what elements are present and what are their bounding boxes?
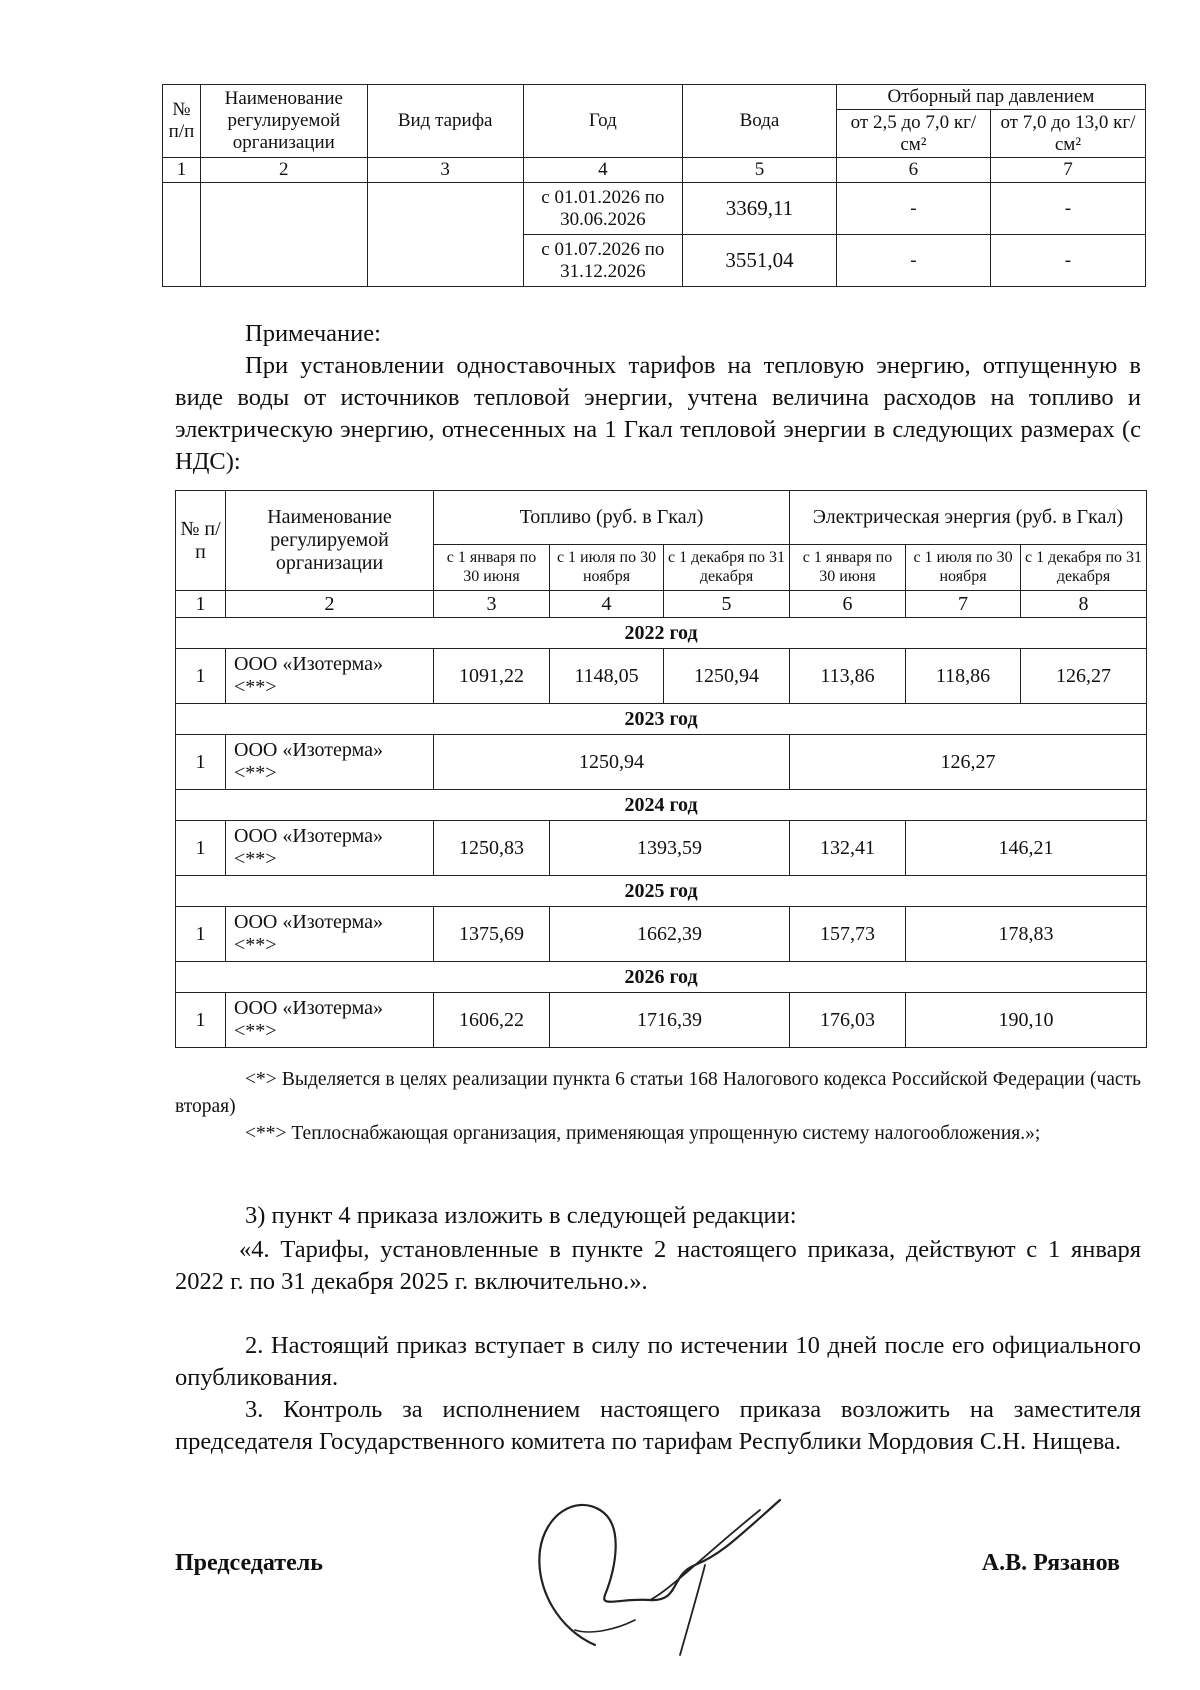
empty-cell: [200, 183, 367, 287]
table-row: [176, 907, 1147, 962]
org-name: ООО «Изотерма» <**>: [226, 735, 434, 790]
year-header: 2023 год: [176, 704, 1147, 735]
signature-mark: [520, 1480, 810, 1660]
col-number: 1: [176, 591, 226, 618]
elec-value: 157,73: [790, 907, 906, 962]
col-head-steam-a: от 2,5 до 7,0 кг/см²: [836, 110, 990, 158]
fuel-value: 1250,94: [434, 735, 790, 790]
signer-name: А.В. Рязанов: [981, 1550, 1120, 1576]
org-name: ООО «Изотерма» <**>: [226, 821, 434, 876]
fuel-electricity-table: [175, 490, 1147, 1048]
col-number: 6: [790, 591, 906, 618]
period-cell: с 01.01.2026 по 30.06.2026: [523, 183, 682, 235]
col-head-steam-b: от 7,0 до 13,0 кг/см²: [990, 110, 1145, 158]
clause-3: 3. Контроль за исполнением настоящего приказа возложить на заместителя председателя Государственного комитета по тарифам Республики Мордовия С.Н. Нищева.: [175, 1396, 1141, 1455]
col-head-year: Год: [523, 85, 682, 158]
item-3-quote: «4. Тарифы, установленные в пункте 2 настоящего приказа, действуют с 1 января 2022 г. по 31 декабря 2025 г. включительно.».: [175, 1236, 1141, 1295]
col-head-fuel: Топливо (руб. в Гкал): [434, 491, 790, 545]
table-row: [176, 735, 1147, 790]
col-head-period: с 1 января по 30 июня: [434, 545, 550, 591]
row-number: 1: [176, 993, 226, 1048]
note-text: При установлении одноставочных тарифов на тепловую энергию, отпущенную в виде воды от источников тепловой энергии, учтена величина расходов на топливо и электрическую энергию, отнесенных на 1 Гкал тепловой энергии в следующих размерах (с НДС):: [175, 352, 1141, 475]
col-head-period: с 1 января по 30 июня: [790, 545, 906, 591]
row-number: 1: [176, 907, 226, 962]
table-row: [176, 649, 1147, 704]
item-3-line: 3) пункт 4 приказа изложить в следующей редакции:: [245, 1202, 797, 1229]
elec-value: 178,83: [906, 907, 1147, 962]
fuel-value: 1250,94: [664, 649, 790, 704]
fuel-value: 1393,59: [550, 821, 790, 876]
elec-value: 118,86: [906, 649, 1021, 704]
year-header: 2022 год: [176, 618, 1147, 649]
col-head-period: с 1 июля по 30 ноября: [906, 545, 1021, 591]
steam-a-value: -: [836, 183, 990, 235]
water-value: 3551,04: [682, 235, 836, 287]
col-number: 5: [682, 158, 836, 183]
col-head-electric: Электрическая энергия (руб. в Гкал): [790, 491, 1147, 545]
empty-cell: [367, 183, 523, 287]
fuel-value: 1148,05: [550, 649, 664, 704]
col-head-period: с 1 декабря по 31 декабря: [664, 545, 790, 591]
fuel-value: 1375,69: [434, 907, 550, 962]
period-cell: с 01.07.2026 по 31.12.2026: [523, 235, 682, 287]
elec-value: 146,21: [906, 821, 1147, 876]
fuel-value: 1662,39: [550, 907, 790, 962]
col-number: 8: [1021, 591, 1147, 618]
fuel-value: 1091,22: [434, 649, 550, 704]
table-row: [163, 183, 1146, 235]
col-head-steam: Отборный пар давлением: [836, 85, 1145, 110]
clause-2: 2. Настоящий приказ вступает в силу по истечении 10 дней после его официального опубликования.: [175, 1332, 1141, 1391]
table-row: [176, 821, 1147, 876]
signer-position: Председатель: [175, 1550, 323, 1576]
table-row: [176, 993, 1147, 1048]
row-number: 1: [176, 735, 226, 790]
year-header: 2024 год: [176, 790, 1147, 821]
fuel-value: 1716,39: [550, 993, 790, 1048]
col-head-num: № п/п: [176, 491, 226, 591]
steam-b-value: -: [990, 183, 1145, 235]
elec-value: 113,86: [790, 649, 906, 704]
steam-a-value: -: [836, 235, 990, 287]
col-number: 1: [163, 158, 201, 183]
org-name: ООО «Изотерма» <**>: [226, 907, 434, 962]
col-head-org: Наименование регулируемой организации: [226, 491, 434, 591]
empty-cell: [163, 183, 201, 287]
col-number: 4: [523, 158, 682, 183]
steam-b-value: -: [990, 235, 1145, 287]
col-head-water: Вода: [682, 85, 836, 158]
col-number: 7: [906, 591, 1021, 618]
col-head-period: с 1 декабря по 31 декабря: [1021, 545, 1147, 591]
row-number: 1: [176, 649, 226, 704]
note-title: Примечание:: [245, 320, 381, 347]
col-head-num: № п/п: [163, 85, 201, 158]
col-head-period: с 1 июля по 30 ноября: [550, 545, 664, 591]
elec-value: 126,27: [790, 735, 1147, 790]
col-number: 3: [434, 591, 550, 618]
fuel-value: 1606,22: [434, 993, 550, 1048]
water-tariff-table: [162, 84, 1146, 287]
elec-value: 132,41: [790, 821, 906, 876]
col-number: 2: [200, 158, 367, 183]
footnote-1: <*> Выделяется в целях реализации пункта 6 статьи 168 Налогового кодекса Российской Федерации (часть вторая): [175, 1069, 1141, 1117]
year-header: 2026 год: [176, 962, 1147, 993]
footnote-2: <**> Теплоснабжающая организация, применяющая упрощенную систему налогообложения.»;: [245, 1123, 1041, 1144]
org-name: ООО «Изотерма» <**>: [226, 993, 434, 1048]
col-head-org: Наименование регулируемой организации: [200, 85, 367, 158]
year-header: 2025 год: [176, 876, 1147, 907]
fuel-value: 1250,83: [434, 821, 550, 876]
col-number: 6: [836, 158, 990, 183]
col-number: 3: [367, 158, 523, 183]
col-head-tariff-type: Вид тарифа: [367, 85, 523, 158]
elec-value: 190,10: [906, 993, 1147, 1048]
water-value: 3369,11: [682, 183, 836, 235]
col-number: 4: [550, 591, 664, 618]
org-name: ООО «Изотерма» <**>: [226, 649, 434, 704]
row-number: 1: [176, 821, 226, 876]
col-number: 5: [664, 591, 790, 618]
col-number: 2: [226, 591, 434, 618]
elec-value: 126,27: [1021, 649, 1147, 704]
col-number: 7: [990, 158, 1145, 183]
elec-value: 176,03: [790, 993, 906, 1048]
